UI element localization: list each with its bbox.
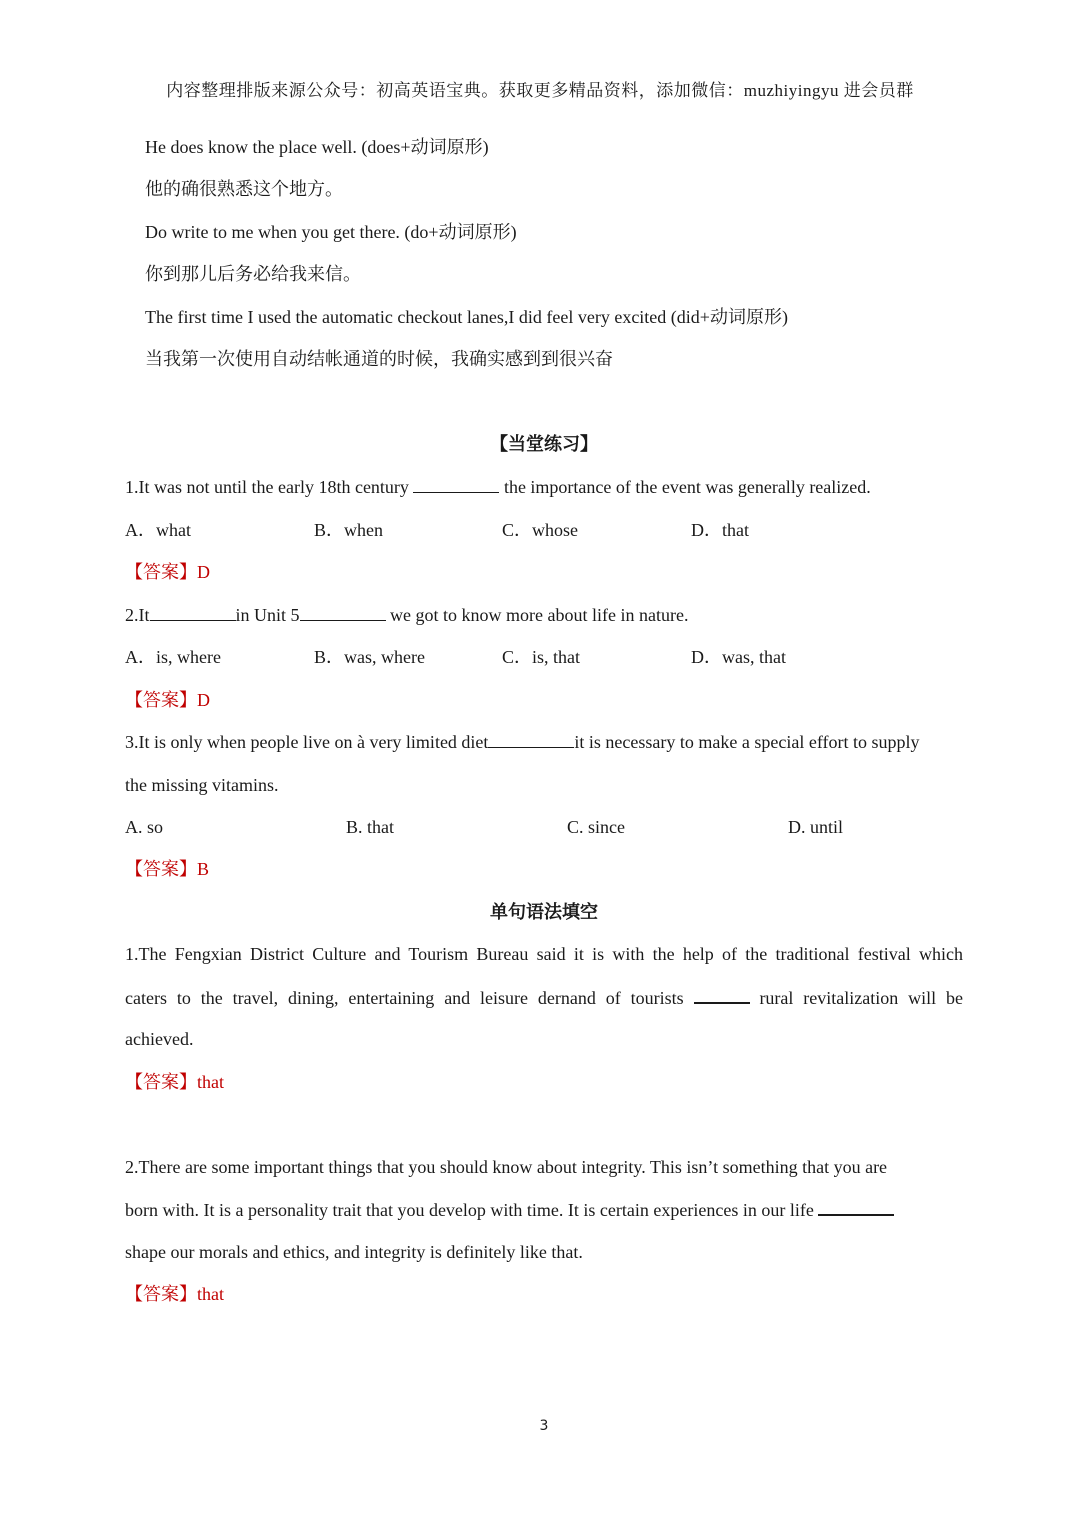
answer-blank (818, 1198, 894, 1216)
q3-answer: 【答案】B (125, 859, 210, 879)
q2-option-d: D．was, that (691, 647, 786, 667)
q3-option-d: D. until (788, 817, 844, 837)
practice-question-1: 1.It was not until the early 18th century the importance of the event was generally realized. (125, 477, 871, 497)
page-number: 3 (539, 1418, 549, 1434)
grammar-question-2-line2: born with. It is a personality trait that you develop with time. It is certain experiences in our life (125, 1198, 894, 1221)
practice-title: 【当堂练习】 (490, 434, 598, 454)
grammar-question-1-line3: achieved. (125, 1029, 194, 1049)
page-header: 内容整理排版来源公众号：初高英语宝典。获取更多精品资料，添加微信：muzhiyingyu 进会员群 (166, 81, 914, 100)
example-zh-2: 你到那儿后务必给我来信。 (145, 264, 361, 284)
grammar-q2-answer: 【答案】that (125, 1284, 224, 1304)
q3-option-b: B. that (346, 817, 394, 837)
grammar-question-1-line1: 1.The Fengxian District Culture and Tourism Bureau said it is with the help of the traditional festival which (125, 944, 963, 964)
example-zh-1: 他的确很熟悉这个地方。 (145, 179, 343, 199)
practice-question-3: 3.It is only when people live on à very limited diet it is necessary to make a special effort to supply (125, 732, 920, 752)
q2-answer: 【答案】D (125, 690, 210, 710)
grammar-question-2-line3: shape our morals and ethics, and integrity is definitely like that. (125, 1242, 583, 1262)
example-zh-3: 当我第一次使用自动结帐通道的时候，我确实感到到很兴奋 (145, 349, 613, 369)
example-en-3: The first time I used the automatic checkout lanes,I did feel very excited (did+动词原形) (145, 307, 788, 327)
q1-option-d: D．that (691, 520, 749, 540)
example-en-1: He does know the place well. (does+动词原形) (145, 137, 489, 157)
q1-option-a: A．what (125, 520, 191, 540)
grammar-question-2-line1: 2.There are some important things that you should know about integrity. This isn’t something that you are (125, 1157, 888, 1177)
grammar-question-1-line2: caters to the travel, dining, entertaining and leisure dernand of tourists rural revitalization will be (125, 988, 964, 1008)
answer-blank (413, 476, 499, 493)
grammar-q1-answer: 【答案】that (125, 1072, 224, 1092)
q1-answer: 【答案】D (125, 562, 210, 582)
q3-option-c: C. since (567, 817, 625, 837)
q2-option-b: B．was, where (314, 647, 425, 667)
grammar-title: 单句语法填空 (490, 902, 598, 922)
q1-option-c: C．whose (502, 520, 578, 540)
answer-blank (150, 604, 236, 621)
practice-question-2: 2.It in Unit 5 we got to know more about life in nature. (125, 605, 689, 625)
answer-blank (300, 604, 386, 621)
q1-option-b: B．when (314, 520, 383, 540)
answer-blank (694, 986, 750, 1004)
q2-option-a: A．is, where (125, 647, 221, 667)
q2-option-c: C．is, that (502, 647, 581, 667)
practice-question-3-cont: the missing vitamins. (125, 775, 279, 795)
example-en-2: Do write to me when you get there. (do+动词原形) (145, 222, 517, 242)
answer-blank (488, 731, 574, 748)
q3-option-a: A. so (125, 817, 164, 837)
